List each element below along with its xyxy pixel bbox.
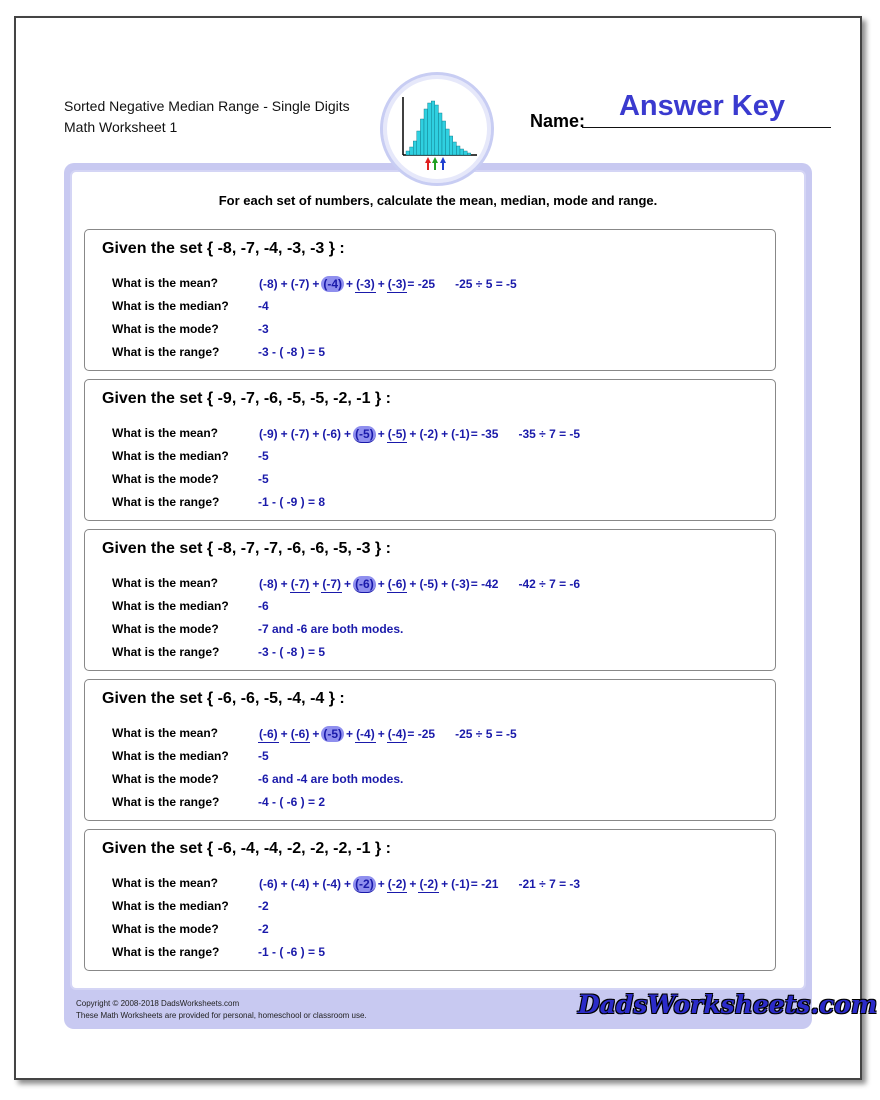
title-line-1: Sorted Negative Median Range - Single Digits [64,98,350,114]
range-question: What is the range? [112,945,220,959]
answer-key-text: Answer Key [618,90,785,122]
plus-sign: + [377,877,385,891]
mode-answer: -6 and -4 are both modes. [258,772,404,786]
mean-term: (-2) [419,877,439,891]
median-answer: -4 [258,299,269,313]
mean-term: (-6) [259,727,278,741]
range-answer: -1 - ( -6 ) = 5 [258,945,326,959]
plus-sign: + [280,277,288,291]
mean-term: (-4) [356,727,375,741]
median-answer: -2 [258,899,269,913]
mean-term: (-8) [259,577,278,591]
range-question: What is the range? [112,645,220,659]
mean-question: What is the mean? [112,576,219,590]
plus-sign: + [280,877,288,891]
mean-term: (-5) [419,577,439,591]
mean-term: (-7) [322,577,342,591]
mean-term: (-4) [290,877,310,891]
problem-title: Given the set { -6, -6, -5, -4, -4 } : [102,690,345,707]
mean-question: What is the mean? [112,426,219,440]
median-question: What is the median? [112,299,229,313]
brand-logo: DadsWorksheets.com [578,990,878,1019]
mean-term: (-2) [387,877,407,891]
mean-term: (-6) [387,577,407,591]
problem-title: Given the set { -6, -4, -4, -2, -2, -2, -1 } : [102,840,391,857]
mean-term: (-7) [290,277,310,291]
plus-sign: + [377,277,385,291]
range-question: What is the range? [112,495,220,509]
mode-answer: -2 [258,922,269,936]
mode-question: What is the mode? [112,322,219,336]
mean-division: -25 ÷ 5 = -5 [455,727,517,741]
title-line-2: Math Worksheet 1 [64,119,178,135]
plus-sign: + [377,577,385,591]
mean-term: (-7) [290,427,310,441]
problem-title: Given the set { -8, -7, -7, -6, -6, -5, -3 } : [102,540,391,557]
problem-box [84,829,776,971]
median-answer: -6 [258,599,269,613]
plus-sign: + [312,727,320,741]
mean-term: (-4) [323,277,343,291]
median-question: What is the median? [112,449,229,463]
plus-sign: + [344,577,352,591]
mean-question: What is the mean? [112,876,219,890]
plus-sign: + [312,877,320,891]
range-question: What is the range? [112,795,220,809]
instructions: For each set of numbers, calculate the mean, median, mode and range. [218,193,658,208]
mode-question: What is the mode? [112,922,219,936]
mean-answer [258,426,580,443]
mode-question: What is the mode? [112,472,219,486]
plus-sign: + [441,577,449,591]
mean-sum: = -21 [470,877,499,891]
mean-term: (-1) [451,877,470,891]
median-answer: -5 [258,449,269,463]
histogram-icon [383,75,491,183]
plus-sign: + [377,427,385,441]
mean-term: (-5) [355,427,374,441]
mean-division: -35 ÷ 7 = -5 [518,427,581,441]
plus-sign: + [346,277,354,291]
range-answer: -1 - ( -9 ) = 8 [258,495,326,509]
distribution-logo [380,72,494,186]
median-question: What is the median? [112,749,229,763]
problem-box [84,379,776,521]
footer-text [76,998,367,1022]
mean-sum: = -25 [407,277,436,291]
mean-term: (-2) [419,427,439,441]
plus-sign: + [377,727,385,741]
mean-answer [258,726,517,743]
mode-answer: -5 [258,472,269,486]
mean-answer [258,276,517,293]
mean-sum: = -42 [470,577,499,591]
range-question: What is the range? [112,345,220,359]
median-question: What is the median? [112,599,229,613]
mean-term: (-1) [451,427,470,441]
plus-sign: + [280,427,288,441]
mean-term: (-6) [290,727,310,741]
plus-sign: + [409,877,417,891]
mean-term: (-3) [387,277,407,291]
worksheet-title [64,96,350,138]
mean-term: (-5) [323,727,343,741]
mean-division: -25 ÷ 5 = -5 [455,277,517,291]
copyright: Copyright © 2008-2018 DadsWorksheets.com [76,999,240,1008]
mean-term: (-4) [387,727,407,741]
plus-sign: + [441,427,449,441]
mean-answer [258,876,580,893]
range-answer: -3 - ( -8 ) = 5 [258,345,326,359]
problem-box [84,679,776,821]
mean-term: (-8) [259,277,278,291]
plus-sign: + [409,577,417,591]
mean-term: (-9) [259,427,278,441]
mode-answer: -3 [258,322,269,336]
mode-question: What is the mode? [112,772,219,786]
mean-term: (-5) [387,427,407,441]
plus-sign: + [344,877,352,891]
plus-sign: + [344,427,352,441]
usage-notice: These Math Worksheets are provided for personal, homeschool or classroom use. [76,1011,367,1020]
plus-sign: + [312,427,320,441]
range-answer: -3 - ( -8 ) = 5 [258,645,326,659]
mean-term: (-6) [322,427,342,441]
range-answer: -4 - ( -6 ) = 2 [258,795,326,809]
mean-sum: = -35 [470,427,499,441]
mean-answer [258,576,580,593]
mode-question: What is the mode? [112,622,219,636]
mean-term: (-3) [451,577,470,591]
plus-sign: + [312,577,320,591]
plus-sign: + [346,727,354,741]
median-question: What is the median? [112,899,229,913]
mean-term: (-3) [356,277,375,291]
mean-question: What is the mean? [112,276,219,290]
median-answer: -5 [258,749,269,763]
mean-term: (-4) [322,877,342,891]
problem-title: Given the set { -8, -7, -4, -3, -3 } : [102,240,345,257]
mean-division: -42 ÷ 7 = -6 [518,577,581,591]
mean-term: (-6) [355,577,374,591]
mode-answer: -7 and -6 are both modes. [258,622,404,636]
mean-term: (-2) [355,877,374,891]
problem-box [84,229,776,371]
problem-box [84,529,776,671]
mean-sum: = -25 [407,727,436,741]
plus-sign: + [409,427,417,441]
name-line [582,127,831,128]
mean-term: (-6) [259,877,278,891]
plus-sign: + [441,877,449,891]
name-label: Name: [530,111,586,131]
plus-sign: + [280,577,288,591]
problem-title: Given the set { -9, -7, -6, -5, -5, -2, -1 } : [102,390,391,407]
plus-sign: + [312,277,320,291]
mean-division: -21 ÷ 7 = -3 [518,877,581,891]
plus-sign: + [280,727,288,741]
mean-question: What is the mean? [112,726,219,740]
mean-term: (-7) [290,577,310,591]
